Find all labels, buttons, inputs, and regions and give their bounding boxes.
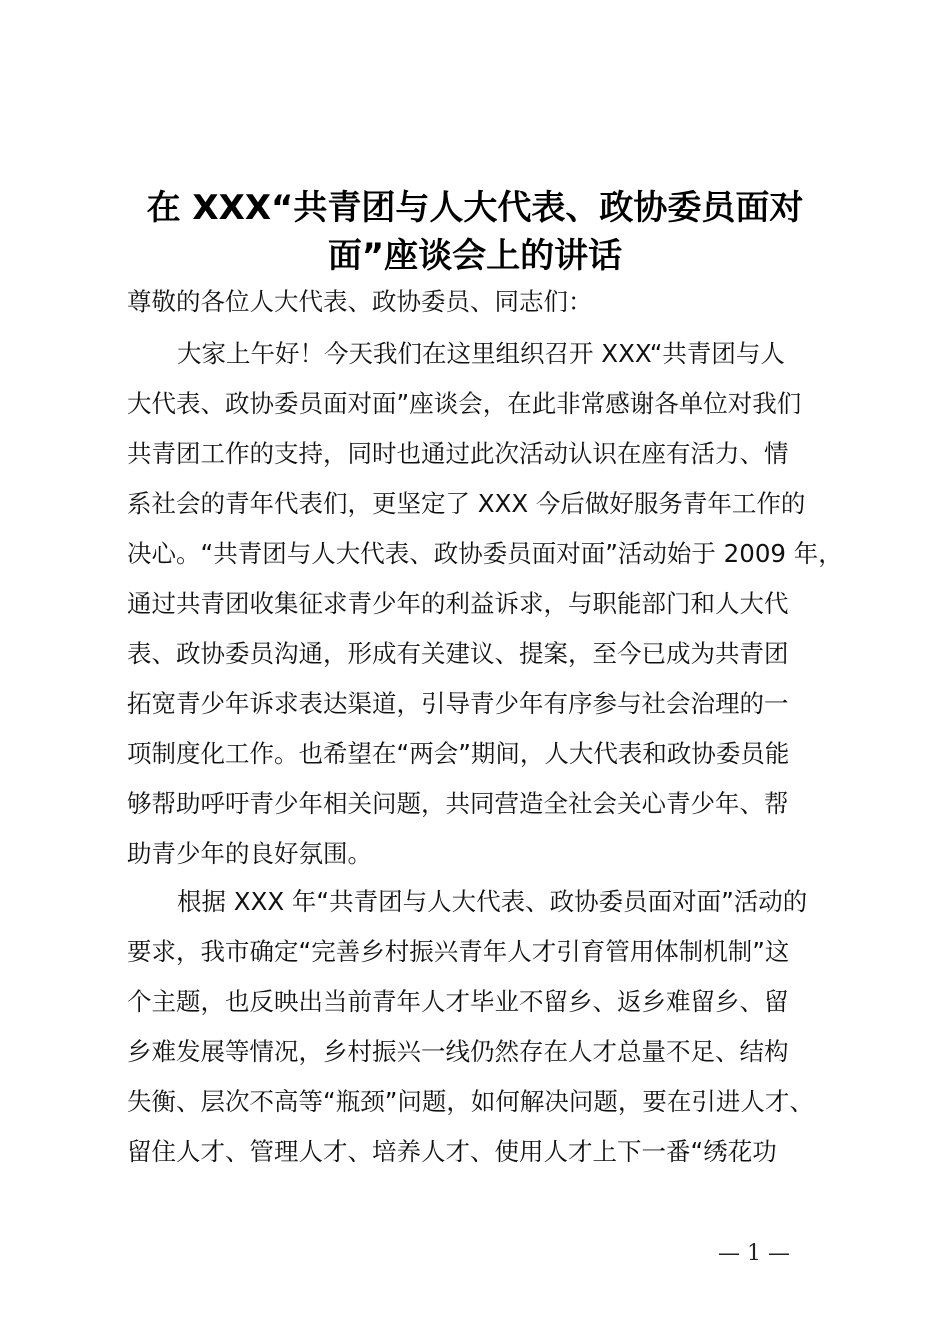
paragraph-line: 通过共青团收集征求青少年的利益诉求，与职能部门和人大代 (127, 589, 789, 618)
document-title-line-1: 在 XXX“共青团与人大代表、政协委员面对 (146, 188, 804, 228)
paragraph-line: 根据 XXX 年“共青团与人大代表、政协委员面对面”活动的 (177, 887, 808, 916)
paragraph-line: 决心。“共青团与人大代表、政协委员面对面”活动始于 2009 年， (127, 539, 843, 568)
salutation: 尊敬的各位人大代表、政协委员、同志们： (127, 287, 593, 316)
paragraph-line: 失衡、层次不高等“瓶颈”问题，如何解决问题，要在引进人才、 (127, 1087, 814, 1116)
paragraph-line: 大家上午好！今天我们在这里组织召开 XXX“共青团与人 (177, 339, 785, 368)
paragraph-line: 共青团工作的支持，同时也通过此次活动认识在座有活力、情 (127, 439, 789, 468)
paragraph-line: 助青少年的良好氛围。 (127, 839, 372, 868)
page-number: — 1 — (718, 1241, 790, 1266)
paragraph-line: 个主题，也反映出当前青年人才毕业不留乡、返乡难留乡、留 (127, 987, 789, 1016)
paragraph-line: 项制度化工作。也希望在“两会”期间，人大代表和政协委员能 (127, 739, 790, 768)
paragraph-line: 要求，我市确定“完善乡村振兴青年人才引育管用体制机制”这 (127, 937, 790, 966)
paragraph-line: 拓宽青少年诉求表达渠道，引导青少年有序参与社会治理的一 (127, 689, 789, 718)
paragraph-line: 留住人才、管理人才、培养人才、使用人才上下一番“绣花功 (127, 1137, 777, 1166)
paragraph-line: 系社会的青年代表们，更坚定了 XXX 今后做好服务青年工作的 (127, 489, 806, 518)
paragraph-line: 乡难发展等情况，乡村振兴一线仍然存在人才总量不足、结构 (127, 1037, 789, 1066)
paragraph-line: 够帮助呼吁青少年相关问题，共同营造全社会关心青少年、帮 (127, 789, 789, 818)
document-title-line-2: 面”座谈会上的讲话 (327, 236, 623, 276)
paragraph-line: 大代表、政协委员面对面”座谈会，在此非常感谢各单位对我们 (127, 389, 802, 418)
paragraph-line: 表、政协委员沟通，形成有关建议、提案，至今已成为共青团 (127, 639, 789, 668)
